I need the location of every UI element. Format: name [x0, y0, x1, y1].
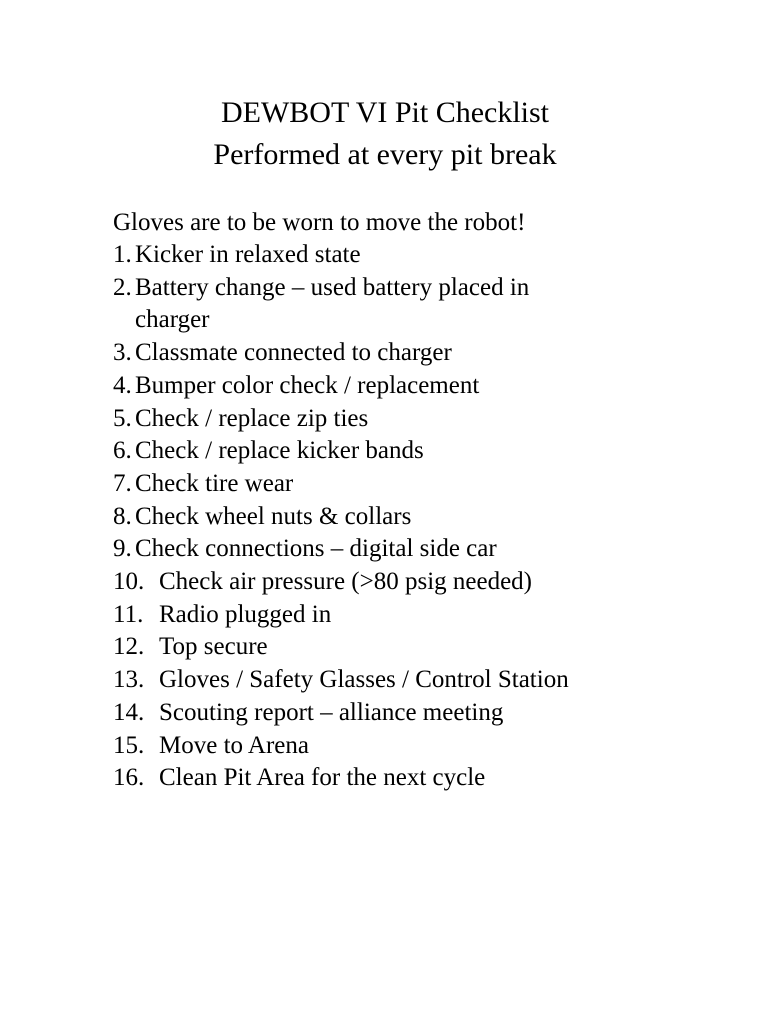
item-number: 3. — [113, 339, 132, 367]
item-text: Move to Arena — [159, 731, 309, 759]
item-number: 13. — [113, 666, 145, 694]
item-text: Top secure — [159, 633, 268, 661]
checklist — [113, 239, 753, 795]
checklist-item-10 — [113, 566, 753, 599]
item-number: 4. — [113, 371, 132, 399]
checklist-item-5 — [113, 403, 753, 436]
item-number: 15. — [113, 731, 145, 759]
checklist-item-13 — [113, 664, 753, 697]
page-subtitle: Performed at every pit break — [213, 138, 557, 171]
checklist-item-12 — [113, 631, 753, 664]
item-text: Check / replace zip ties — [135, 404, 369, 432]
item-number: 6. — [113, 437, 132, 465]
item-text: Classmate connected to charger — [135, 339, 452, 367]
item-text: Bumper color check / replacement — [135, 371, 480, 399]
checklist-item-9 — [113, 533, 753, 566]
item-number: 14. — [113, 698, 145, 726]
checklist-item-16 — [113, 762, 753, 795]
item-number: 12. — [113, 633, 145, 661]
checklist-item-6 — [113, 435, 753, 468]
item-text: Check connections – digital side car — [135, 535, 497, 563]
checklist-item-4 — [113, 370, 753, 403]
checklist-item-3 — [113, 337, 753, 370]
checklist-item-1 — [113, 239, 753, 272]
checklist-item-8 — [113, 501, 753, 534]
item-number: 5. — [113, 404, 132, 432]
item-number: 7. — [113, 469, 132, 497]
item-text: Check tire wear — [135, 469, 294, 497]
item-number: 11. — [113, 600, 144, 628]
item-text: Check / replace kicker bands — [135, 437, 424, 465]
checklist-content — [113, 206, 753, 795]
item-text: Clean Pit Area for the next cycle — [159, 764, 486, 792]
intro-note: Gloves are to be worn to move the robot! — [113, 209, 526, 236]
checklist-item-2 — [113, 272, 753, 337]
checklist-item-7 — [113, 468, 753, 501]
checklist-item-11 — [113, 599, 753, 632]
item-number: 1. — [113, 241, 132, 268]
item-text: Check air pressure (>80 psig needed) — [159, 568, 532, 596]
item-number: 2. — [113, 273, 132, 301]
item-text: Radio plugged in — [159, 600, 332, 628]
item-text: Scouting report – alliance meeting — [159, 698, 504, 726]
item-text: Check wheel nuts & collars — [135, 502, 412, 530]
item-text: Gloves / Safety Glasses / Control Station — [159, 666, 569, 694]
item-text: Battery change – used battery placed in charger — [135, 273, 530, 334]
item-number: 10. — [113, 568, 145, 596]
item-number: 8. — [113, 502, 132, 530]
item-number: 9. — [113, 535, 132, 563]
checklist-item-14 — [113, 697, 753, 730]
item-number: 16. — [113, 764, 145, 792]
checklist-item-15 — [113, 730, 753, 763]
page-title: DEWBOT VI Pit Checklist — [220, 96, 550, 129]
document-header — [0, 92, 770, 176]
item-text: Kicker in relaxed state — [135, 241, 361, 268]
